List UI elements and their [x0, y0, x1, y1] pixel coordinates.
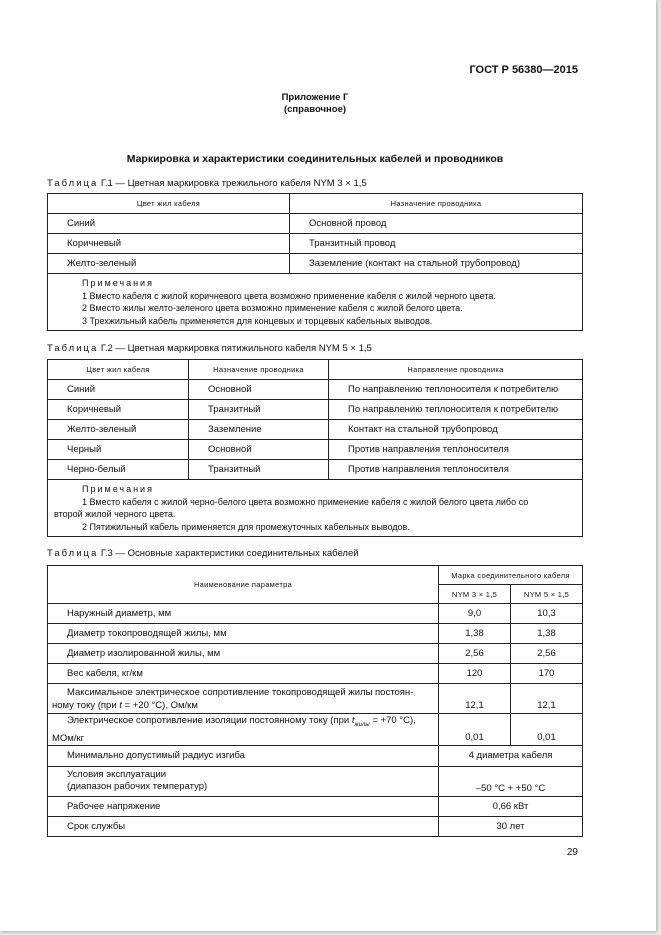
note-line: 1 Вместо кабеля с жилой коричневого цвета возможно применение кабеля с жилой черного цвета. [82, 290, 496, 301]
value-nym3: 120 [439, 664, 511, 684]
param-name: Диаметр изолированной жилы, мм [48, 644, 439, 664]
cell: Желто-зеленый [48, 254, 290, 274]
param-name [48, 714, 439, 746]
column-header: Назначение проводника [189, 360, 329, 380]
param-name: Рабочее напряжение [48, 796, 439, 816]
note-line: 2 Вместо жилы желто-зеленого цвета возможно применение кабеля с жилой белого цвета. [82, 303, 463, 313]
table-row [48, 714, 583, 746]
table-row [48, 624, 583, 644]
table1-caption [47, 178, 367, 189]
table-row [48, 766, 583, 796]
table1 [47, 193, 583, 331]
cell: Коричневый [48, 234, 290, 254]
notes-row [48, 274, 583, 331]
cell: Основной [189, 440, 329, 460]
param-name: Диаметр токопроводящей жилы, мм [48, 624, 439, 644]
table-row [48, 796, 583, 816]
notes-title: Примечания [82, 278, 154, 288]
cell: Заземление [189, 420, 329, 440]
param-name-line2: (диапазон рабочих температур) [67, 781, 208, 793]
column-header: Цвет жил кабеля [48, 194, 290, 214]
cell: Основной провод [290, 214, 583, 234]
main-title: Маркировка и характеристики соединительных кабелей и проводников [126, 153, 504, 165]
table3-caption-text: Г.3 — Основные характеристики соединительных кабелей [98, 548, 359, 559]
page-number: 29 [566, 847, 578, 858]
table2-caption-prefix: Таблица [47, 343, 99, 354]
note-line: второй жилой черного цвета. [54, 509, 176, 519]
table-header-row [48, 566, 583, 585]
appendix-heading [0, 92, 630, 116]
cell: По направлению теплоносителя к потребителю [329, 380, 583, 400]
param-name-line2: ному току (при t = +20 °С), Ом/км [52, 699, 198, 711]
value-merged: 4 диаметра кабеля [439, 745, 583, 766]
table-row [48, 816, 583, 836]
value-nym5: 170 [511, 664, 583, 684]
cell: Основной [189, 380, 329, 400]
column-header-nym3: NYM 3 × 1,5 [439, 585, 511, 604]
table-header-row [48, 360, 583, 380]
value-nym5: 12,1 [511, 684, 583, 714]
value-merged: 0,66 кВт [439, 796, 583, 816]
cell: Против направления теплоносителя [329, 440, 583, 460]
param-name: Вес кабеля, кг/км [48, 664, 439, 684]
column-header: Цвет жил кабеля [48, 360, 189, 380]
table2 [47, 359, 583, 537]
cell: Синий [48, 380, 189, 400]
table-row [48, 254, 583, 274]
cell: Черно-белый [48, 460, 189, 480]
table-row [48, 234, 583, 254]
param-name: Срок службы [48, 816, 439, 836]
table-row [48, 745, 583, 766]
table3-caption-prefix: Таблица [47, 548, 99, 559]
cell: Коричневый [48, 400, 189, 420]
table1-caption-text: Г.1 — Цветная маркировка трежильного кабеля NYM 3 × 1,5 [98, 178, 367, 189]
param-name-line2: МОм/кг [52, 732, 85, 744]
value-nym3: 1,38 [439, 624, 511, 644]
table-row [48, 664, 583, 684]
table-row [48, 380, 583, 400]
notes-row [48, 480, 583, 537]
value-nym5: 10,3 [511, 604, 583, 624]
notes-title: Примечания [82, 484, 154, 494]
table2-caption-text: Г.2 — Цветная маркировка пятижильного кабеля NYM 5 × 1,5 [98, 343, 372, 354]
value-nym3: 9,0 [439, 604, 511, 624]
table-row [48, 644, 583, 664]
value-merged: –50 °С + +50 °С [439, 766, 583, 796]
cell: Заземление (контакт на стальной трубопровод) [290, 254, 583, 274]
table-row [48, 214, 583, 234]
appendix-title: Приложение Г [281, 92, 349, 103]
standard-header: ГОСТ Р 56380—2015 [469, 64, 578, 76]
cell: Транзитный [189, 400, 329, 420]
column-header: Направление проводника [329, 360, 583, 380]
cell: Желто-зеленый [48, 420, 189, 440]
table2-caption [47, 343, 372, 354]
cell: Черный [48, 440, 189, 460]
cell: Контакт на стальной трубопровод [329, 420, 583, 440]
cell: Транзитный провод [290, 234, 583, 254]
table-row [48, 604, 583, 624]
note-line: 3 Трехжильный кабель применяется для концевых и торцевых кабельных выводов. [82, 315, 433, 326]
param-name-line1: Электрическое сопротивление изоляции постоянному току (при $t_{жилы} = +70$ °С), [67, 715, 416, 728]
column-header-brand: Марка соединительного кабеля [439, 566, 583, 585]
param-name [48, 684, 439, 714]
note-line: 2 Пятижильный кабель применяется для промежуточных кабельных выводов. [82, 521, 410, 532]
table1-caption-prefix: Таблица [47, 178, 99, 189]
column-header-param: Наименование параметра [48, 566, 439, 604]
cell: Синий [48, 214, 290, 234]
table-row [48, 684, 583, 714]
value-nym3: 0,01 [439, 714, 511, 746]
cell: Транзитный [189, 460, 329, 480]
column-header: Назначение проводника [290, 194, 583, 214]
value-nym3: 12,1 [439, 684, 511, 714]
cell: По направлению теплоносителя к потребителю [329, 400, 583, 420]
value-nym3: 2,56 [439, 644, 511, 664]
param-name: Минимально допустимый радиус изгиба [48, 745, 439, 766]
table-row [48, 420, 583, 440]
value-merged: 30 лет [439, 816, 583, 836]
param-name-line1: Условия эксплуатации [67, 769, 167, 781]
table-row [48, 460, 583, 480]
table-header-row [48, 194, 583, 214]
value-nym5: 1,38 [511, 624, 583, 644]
value-nym5: 2,56 [511, 644, 583, 664]
notes-cell [48, 274, 583, 331]
param-name-line1: Максимальное электрическое сопротивление токопроводящей жилы постоян- [67, 686, 414, 698]
note-line: 1 Вместо кабеля с жилой черно-белого цвета возможно применение кабеля с жилой белого цвета либо со [82, 496, 529, 507]
table-row [48, 440, 583, 460]
appendix-subtitle: (справочное) [283, 104, 347, 115]
table3 [47, 565, 583, 837]
value-nym5: 0,01 [511, 714, 583, 746]
notes-cell [48, 480, 583, 537]
table3-caption [47, 548, 359, 559]
param-name [48, 766, 439, 796]
column-header-nym5: NYM 5 × 1,5 [511, 585, 583, 604]
cell: Против направления теплоносителя [329, 460, 583, 480]
table-row [48, 400, 583, 420]
param-name: Наружный диаметр, мм [48, 604, 439, 624]
